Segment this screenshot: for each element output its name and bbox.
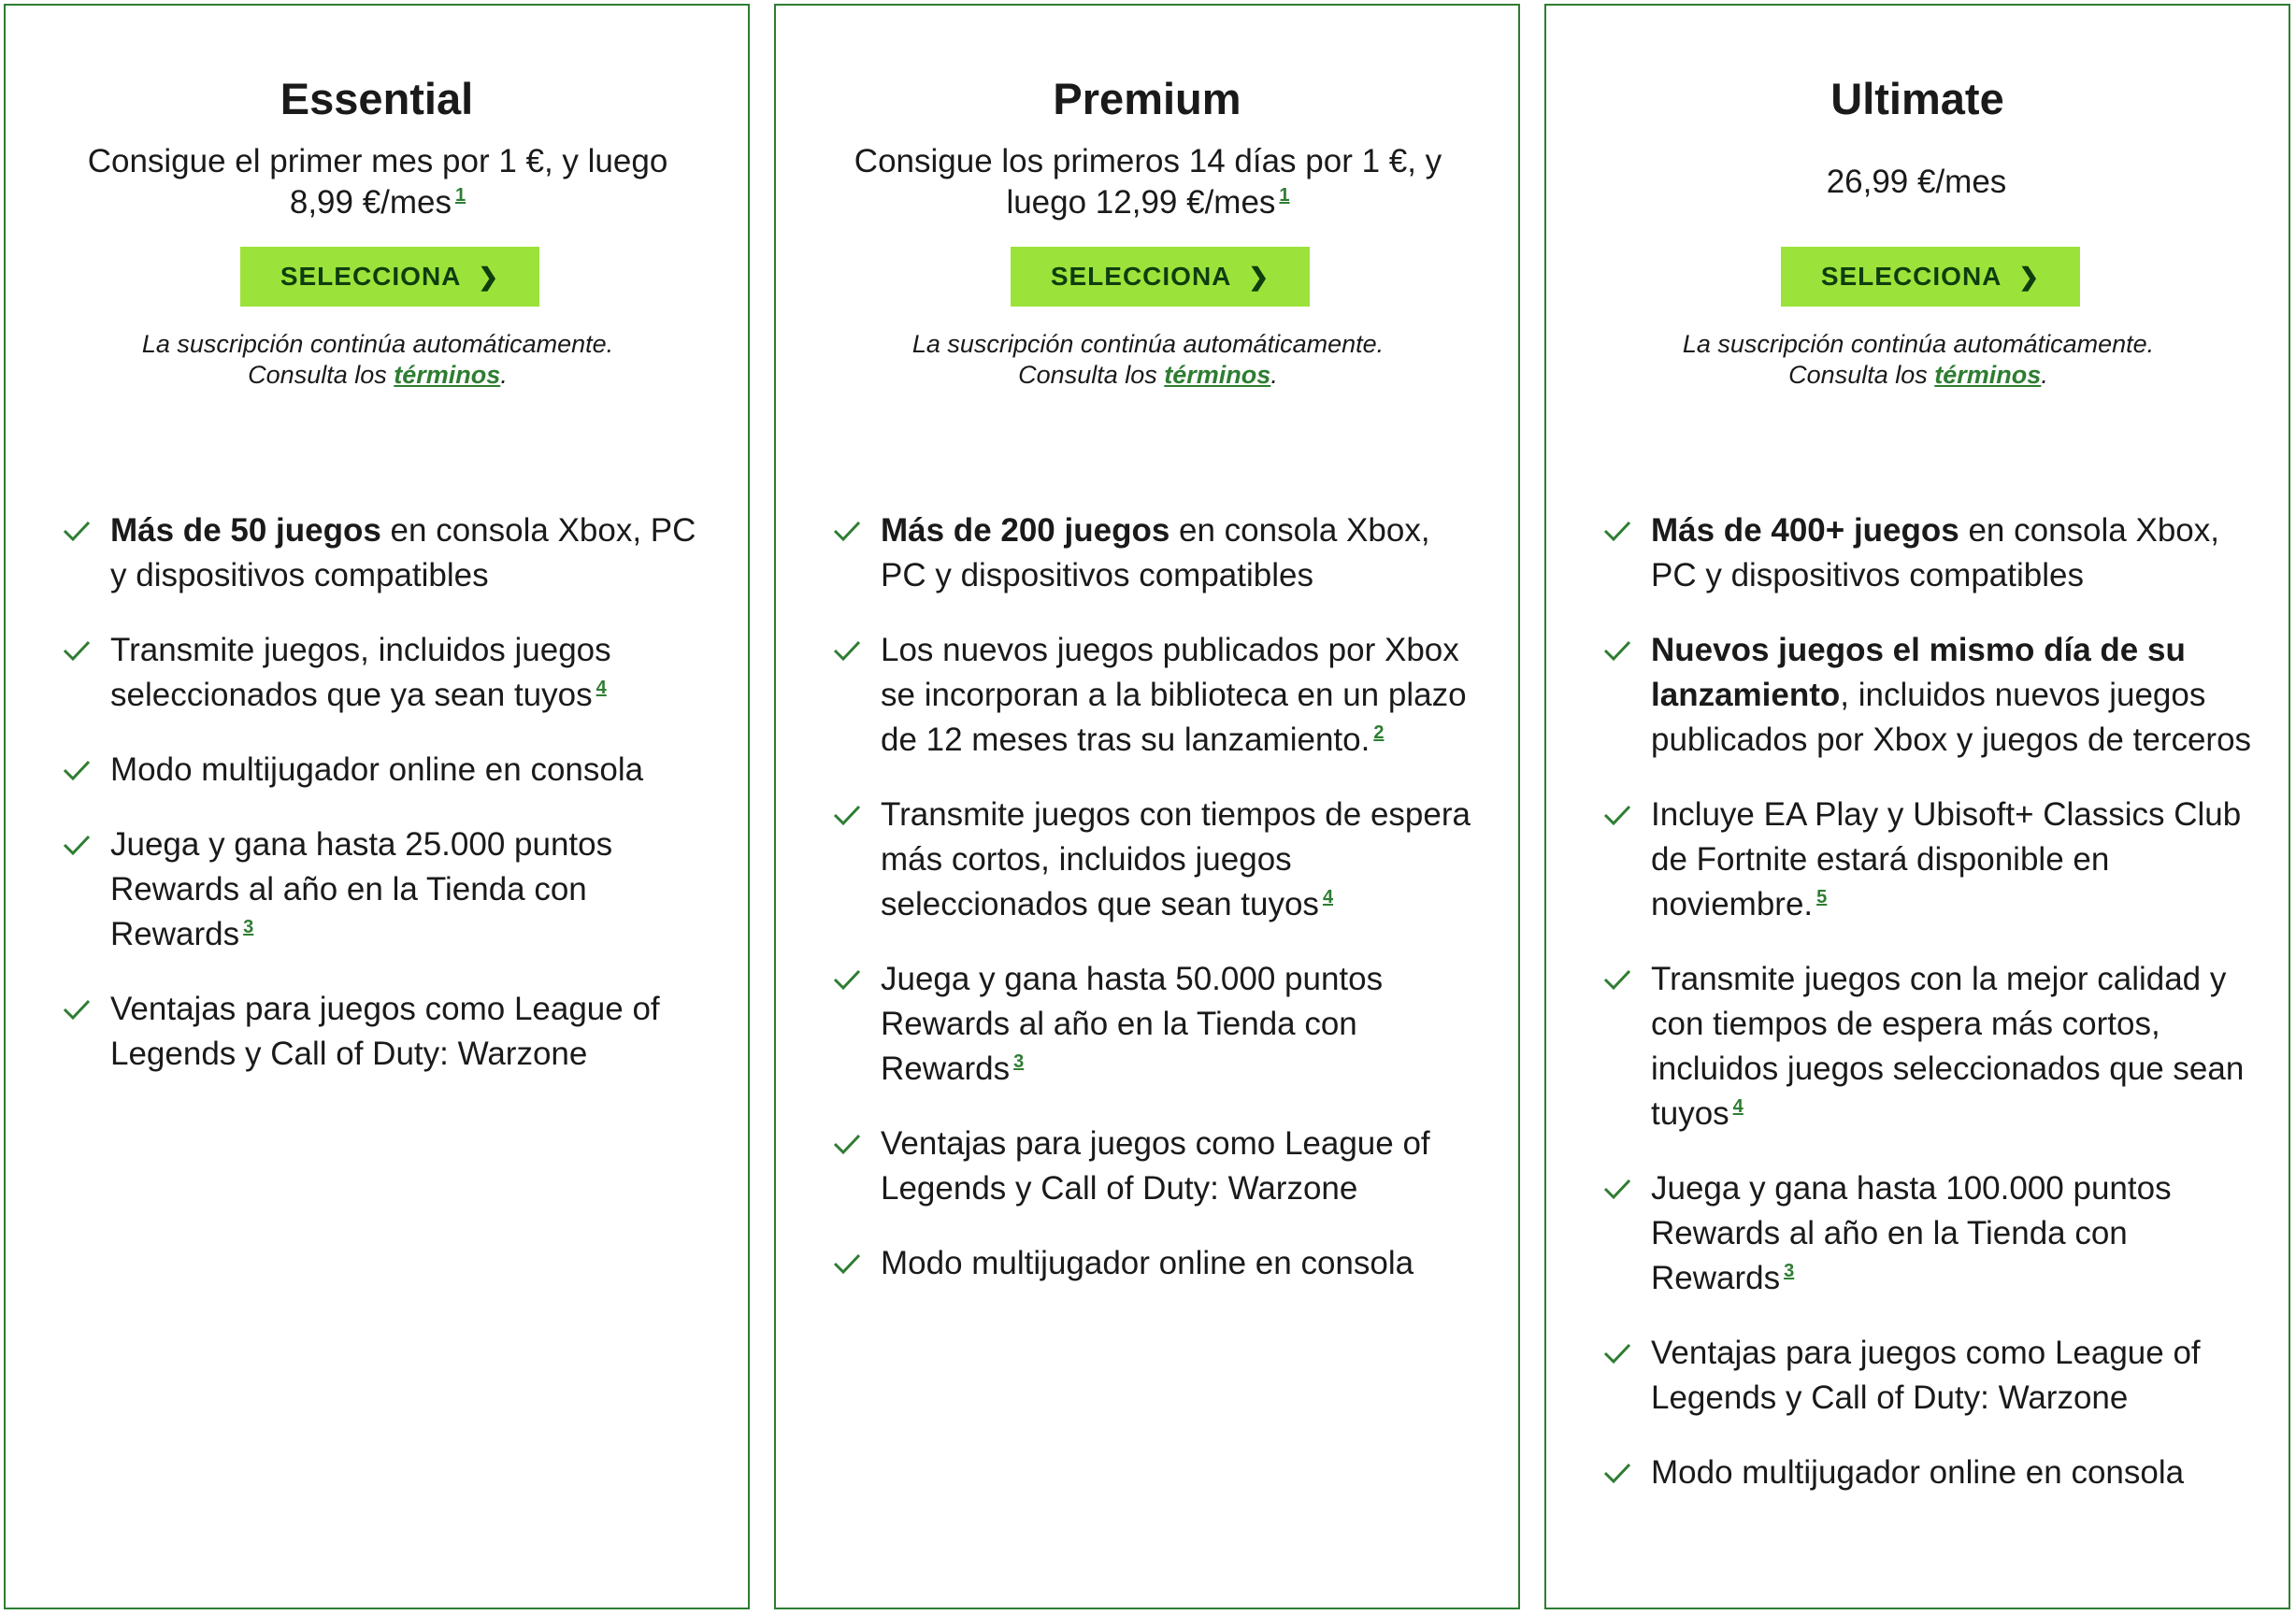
check-icon — [1602, 1462, 1632, 1484]
chevron-right-icon: ❯ — [2018, 262, 2041, 291]
check-icon — [832, 968, 862, 991]
feature-item — [58, 822, 712, 957]
feature-footnote-link[interactable]: 4 — [596, 678, 607, 699]
feature-footnote-link[interactable]: 4 — [1322, 887, 1334, 908]
chevron-right-icon: ❯ — [1248, 262, 1270, 291]
select-button[interactable] — [240, 247, 539, 307]
price-footnote-link[interactable]: 1 — [1279, 185, 1290, 207]
feature-item — [828, 628, 1483, 763]
feature-text: Incluye EA Play y Ubisoft+ Classics Club de Fortnite estará disponible en noviembre. — [1651, 796, 2242, 922]
feature-footnote-link[interactable]: 3 — [1784, 1261, 1795, 1282]
feature-text: Juega y gana hasta 100.000 puntos Rewards al año en la Tienda con Rewards — [1651, 1170, 2172, 1296]
check-icon — [62, 834, 92, 856]
check-icon — [1602, 639, 1632, 662]
feature-text: Juega y gana hasta 25.000 puntos Rewards al año en la Tienda con Rewards — [110, 826, 613, 952]
feature-text: , incluidos nuevos juegos publicados por Xbox y juegos de terceros — [1651, 677, 2252, 758]
subscription-note-line: La suscripción continúa automáticamente. — [1682, 330, 2155, 358]
feature-footnote-link[interactable]: 3 — [1013, 1051, 1025, 1073]
feature-item — [828, 1241, 1483, 1286]
terms-suffix: . — [2041, 361, 2048, 389]
check-icon — [832, 1133, 862, 1155]
feature-item — [1599, 628, 2253, 763]
terms-link[interactable]: términos — [1164, 361, 1271, 389]
plan-price — [80, 140, 675, 224]
feature-bold-text: Más de 400+ juegos — [1651, 512, 1959, 549]
plan-price-text: Consigue los primeros 14 días por 1 €, y luego 12,99 €/mes — [854, 143, 1442, 221]
feature-item — [828, 508, 1483, 598]
plan-card-ultimate — [1544, 4, 2290, 1609]
plan-price — [1621, 140, 2216, 224]
terms-link[interactable]: términos — [1934, 361, 2042, 389]
feature-text: Ventajas para juegos como League of Legends y Call of Duty: Warzone — [110, 991, 660, 1072]
select-button[interactable] — [1781, 247, 2080, 307]
subscription-note — [1584, 329, 2253, 391]
feature-text: en consola Xbox, PC y dispositivos compatibles — [1651, 512, 2219, 593]
check-icon — [1602, 520, 1632, 542]
select-button-label: SELECCIONA — [1820, 262, 2002, 291]
check-icon — [832, 639, 862, 662]
feature-item — [1599, 1166, 2253, 1301]
plan-price-text: Consigue el primer mes por 1 €, y luego 8,99 €/mes — [87, 143, 668, 221]
feature-text: Modo multijugador online en consola — [881, 1245, 1414, 1281]
feature-item — [828, 957, 1483, 1092]
feature-item — [1599, 1331, 2253, 1421]
check-icon — [62, 639, 92, 662]
feature-item — [58, 748, 712, 793]
check-icon — [62, 759, 92, 781]
subscription-note — [813, 329, 1483, 391]
feature-text: Los nuevos juegos publicados por Xbox se incorporan a la biblioteca en un plazo de 12 meses tras su lanzamiento. — [881, 632, 1467, 758]
feature-list — [1599, 508, 2253, 1525]
feature-item — [1599, 793, 2253, 927]
plan-title: Ultimate — [1830, 74, 2004, 123]
chevron-right-icon: ❯ — [478, 262, 500, 291]
feature-footnote-link[interactable]: 4 — [1732, 1096, 1744, 1118]
plan-title: Premium — [1053, 74, 1241, 123]
feature-text: Juega y gana hasta 50.000 puntos Rewards al año en la Tienda con Rewards — [881, 961, 1384, 1087]
feature-footnote-link[interactable]: 5 — [1816, 887, 1828, 908]
feature-list — [58, 508, 712, 1107]
feature-item — [828, 793, 1483, 927]
feature-text: Transmite juegos con la mejor calidad y con tiempos de espera más cortos, incluidos juegos seleccionados que sean tuyos — [1651, 961, 2245, 1132]
plan-card-premium — [774, 4, 1520, 1609]
terms-prefix: Consulta los — [1788, 361, 1928, 389]
check-icon — [1602, 1178, 1632, 1200]
feature-text: Modo multijugador online en consola — [1651, 1454, 2185, 1491]
feature-footnote-link[interactable]: 3 — [243, 917, 254, 938]
plan-price-text: 26,99 €/mes — [1826, 164, 2007, 200]
feature-item — [58, 628, 712, 718]
feature-list — [828, 508, 1483, 1316]
feature-text: Ventajas para juegos como League of Legends y Call of Duty: Warzone — [1651, 1335, 2201, 1416]
subscription-note — [43, 329, 712, 391]
check-icon — [832, 804, 862, 826]
check-icon — [832, 1252, 862, 1275]
feature-text: Ventajas para juegos como League of Legends y Call of Duty: Warzone — [881, 1125, 1430, 1207]
feature-text: Transmite juegos, incluidos juegos seleccionados que ya sean tuyos — [110, 632, 611, 713]
feature-bold-text: Más de 50 juegos — [110, 512, 381, 549]
subscription-note-line: La suscripción continúa automáticamente. — [911, 330, 1385, 358]
feature-text: Transmite juegos con tiempos de espera más cortos, incluidos juegos seleccionados que sean tuyos — [881, 796, 1471, 922]
check-icon — [62, 520, 92, 542]
feature-text: en consola Xbox, PC y dispositivos compatibles — [881, 512, 1430, 593]
feature-bold-text: Nuevos juegos el mismo día de su lanzamiento — [1651, 632, 2186, 713]
check-icon — [1602, 1342, 1632, 1365]
feature-footnote-link[interactable]: 2 — [1373, 722, 1385, 744]
plan-card-essential — [4, 4, 750, 1609]
check-icon — [62, 998, 92, 1021]
feature-text: Modo multijugador online en consola — [110, 751, 644, 788]
feature-item — [58, 508, 712, 598]
select-button[interactable] — [1011, 247, 1310, 307]
terms-suffix: . — [1270, 361, 1278, 389]
feature-item — [58, 987, 712, 1077]
terms-prefix: Consulta los — [1018, 361, 1157, 389]
terms-link[interactable]: términos — [394, 361, 501, 389]
check-icon — [1602, 804, 1632, 826]
select-button-label: SELECCIONA — [280, 262, 462, 291]
plan-price — [851, 140, 1445, 224]
feature-item — [828, 1122, 1483, 1211]
check-icon — [832, 520, 862, 542]
terms-prefix: Consulta los — [248, 361, 387, 389]
price-footnote-link[interactable]: 1 — [455, 185, 466, 207]
feature-item — [1599, 1451, 2253, 1495]
feature-bold-text: Más de 200 juegos — [881, 512, 1170, 549]
plan-title: Essential — [280, 74, 474, 123]
feature-item — [1599, 957, 2253, 1136]
subscription-note-line: La suscripción continúa automáticamente. — [141, 330, 614, 358]
terms-suffix: . — [500, 361, 508, 389]
check-icon — [1602, 968, 1632, 991]
feature-text: en consola Xbox, PC y dispositivos compatibles — [110, 512, 696, 593]
feature-item — [1599, 508, 2253, 598]
select-button-label: SELECCIONA — [1050, 262, 1232, 291]
